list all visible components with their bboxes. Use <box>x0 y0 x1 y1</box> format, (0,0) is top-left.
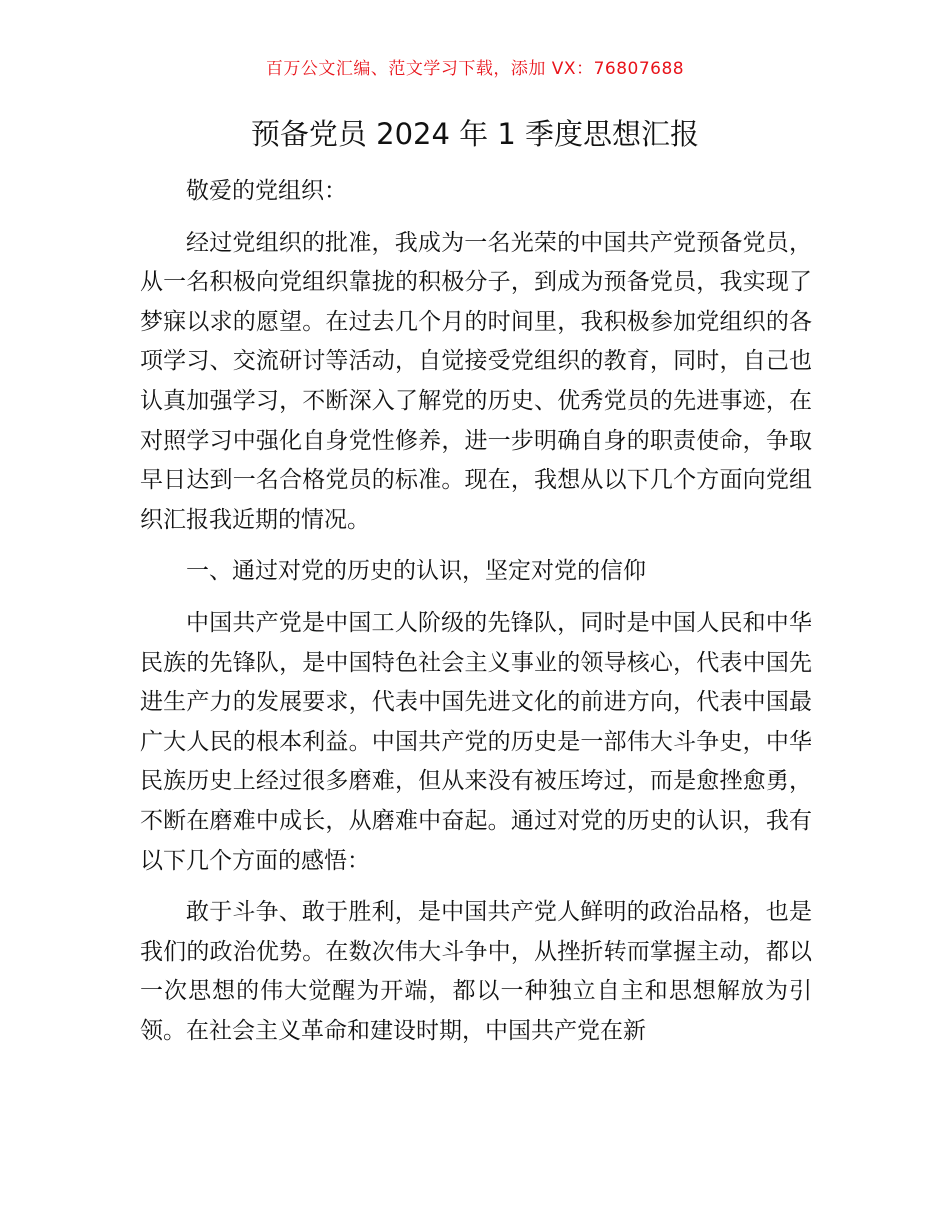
paragraph-history: 中国共产党是中国工人阶级的先锋队，同时是中国人民和中华民族的先锋队，是中国特色社会主义事业的领导核心，代表中国先进生产力的发展要求，代表中国先进文化的前进方向，代表中国最广大人民的根本利益。中国共产党的历史是一部伟大斗争史，中华民族历史上经过很多磨难，但从来没有被压垮过，而是愈挫愈勇，不断在磨难中成长，从磨难中奋起。通过对党的历史的认识，我有以下几个方面的感悟： <box>140 609 812 874</box>
paragraph-struggle: 敢于斗争、敢于胜利，是中国共产党人鲜明的政治品格，也是我们的政治优势。在数次伟大斗争中，从挫折转而掌握主动，都以一次思想的伟大觉醒为开端，都以一种独立自主和思想解放为引领。在社会主义革命和建设时期，中国共产党在新 <box>140 899 812 1044</box>
document-title: 预备党员 2024 年 1 季度思想汇报 <box>250 117 700 151</box>
paragraph-intro: 经过党组织的批准，我成为一名光荣的中国共产党预备党员，从一名积极向党组织靠拢的积极分子，到成为预备党员，我实现了梦寐以求的愿望。在过去几个月的时间里，我积极参加党组织的各项学习、交流研讨等活动，自觉接受党组织的教育，同时，自己也认真加强学习，不断深入了解党的历史、优秀党员的先进事迹，在对照学习中强化自身党性修养，进一步明确自身的职责使命，争取早日达到一名合格党员的标准。现在，我想从以下几个方面向党组织汇报我近期的情况。 <box>140 229 812 533</box>
salutation: 敬爱的党组织： <box>186 178 347 204</box>
section-heading: 一、通过对党的历史的认识，坚定对党的信仰 <box>186 558 646 585</box>
watermark-banner: 百万公文汇编、范文学习下载，添加 VX：76807688 <box>265 59 685 79</box>
document-body <box>140 172 812 1063</box>
